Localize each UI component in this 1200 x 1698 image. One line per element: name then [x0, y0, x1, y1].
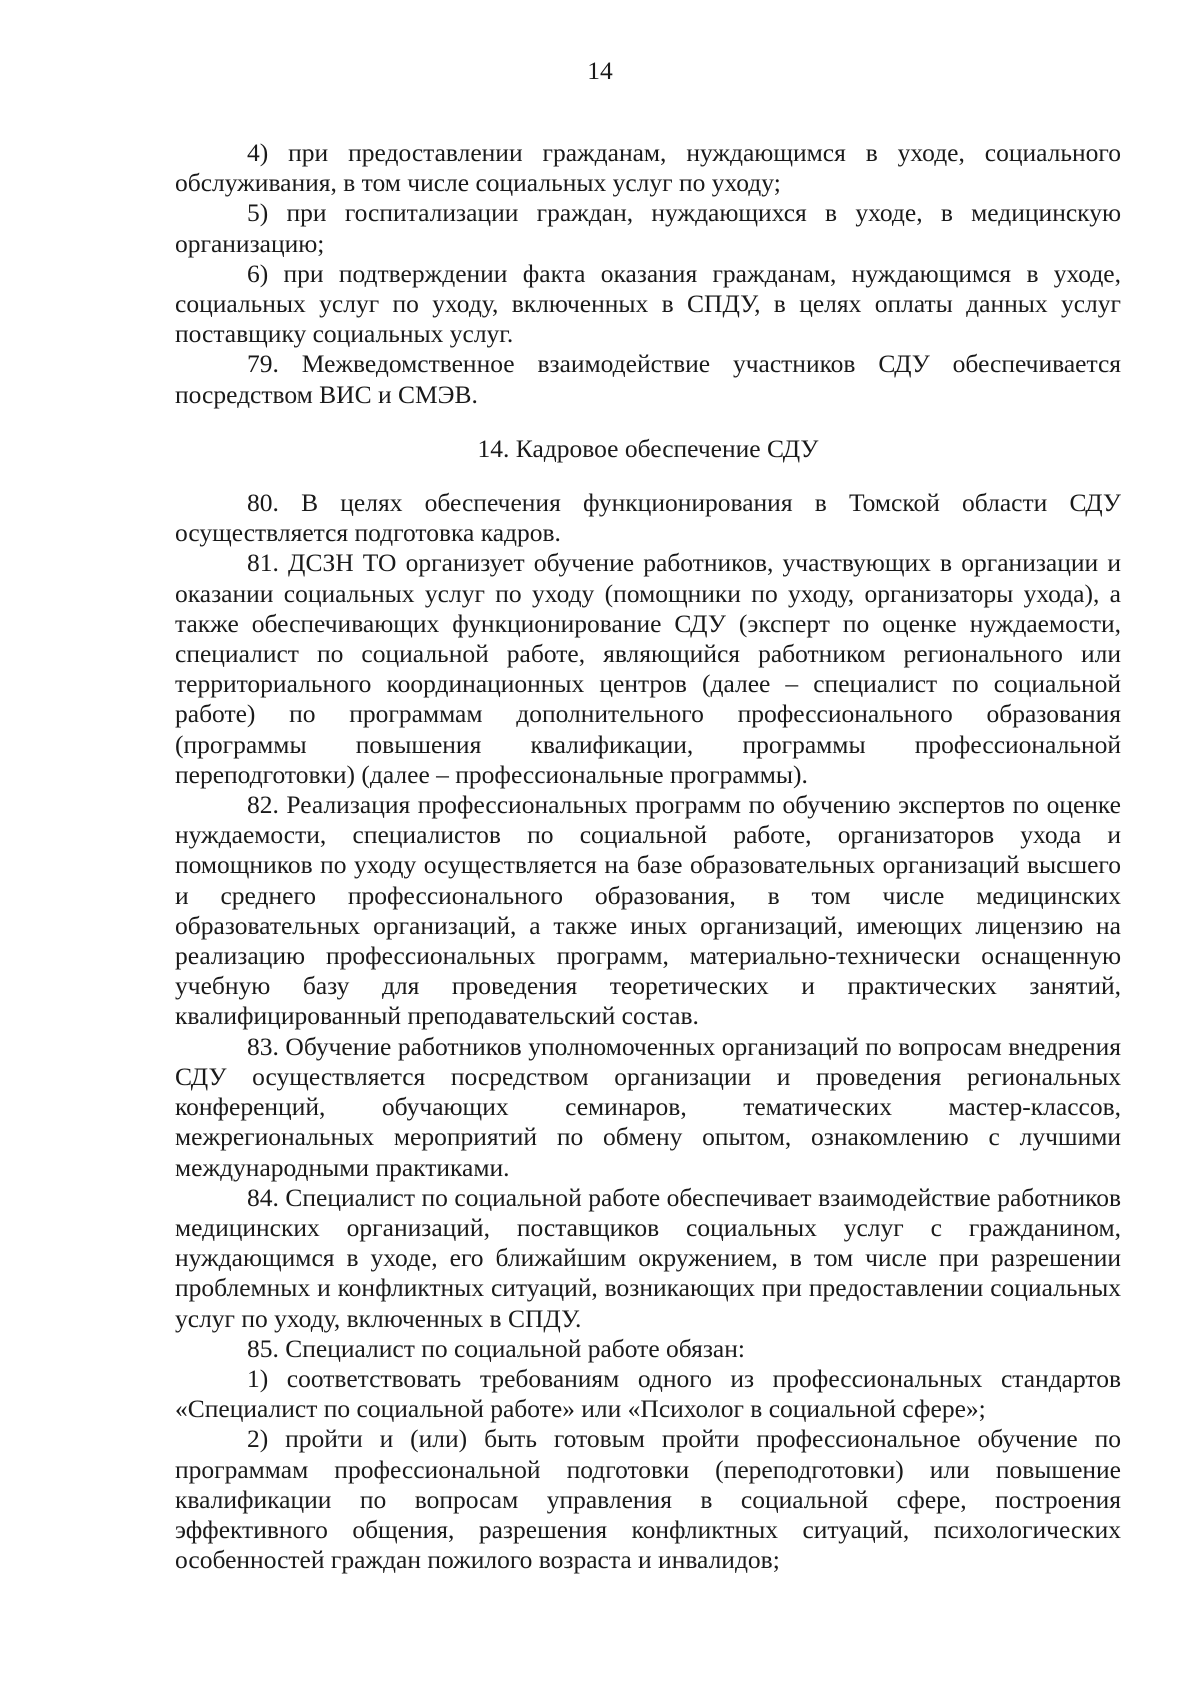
paragraph-85-item-2: 2) пройти и (или) быть готовым пройти профессиональное обучение по программам профессиональной подготовки (переподготовки) или повышение квалификации по вопросам управления в социальной сфере, построения эффективного общения, разрешения конфликтных ситуаций, психологических особенностей граждан пожилого возраста и инвалидов;: [175, 1424, 1121, 1575]
section-heading: 14. Кадровое обеспечение СДУ: [477, 433, 819, 463]
paragraph-79: 79. Межведомственное взаимодействие участников СДУ обеспечивается посредством ВИС и СМЭВ.: [175, 349, 1121, 409]
paragraph-82: 82. Реализация профессиональных программ по обучению экспертов по оценке нуждаемости, специалистов по социальной работе, организаторов ухода и помощников по уходу осуществляется на базе образовательных организаций высшего и среднего профессионального образования, в том числе медицинских образовательных организаций, а также иных организаций, имеющих лицензию на реализацию профессиональных программ, материально-технически оснащенную учебную базу для проведения теоретических и практических занятий, квалифицированный преподавательский состав.: [175, 790, 1121, 1031]
paragraph-item-6: 6) при подтверждении факта оказания гражданам, нуждающимся в уходе, социальных услуг по уходу, включенных в СПДУ, в целях оплаты данных услуг поставщику социальных услуг.: [175, 258, 1121, 349]
paragraph-80: 80. В целях обеспечения функционирования в Томской области СДУ осуществляется подготовка кадров.: [175, 488, 1121, 548]
paragraph-85: 85. Специалист по социальной работе обязан:: [247, 1333, 745, 1363]
paragraph-81: 81. ДСЗН ТО организует обучение работников, участвующих в организации и оказании социальных услуг по уходу (помощники по уходу, организаторы ухода), а также обеспечивающих функционирование СДУ (эксперт по оценке нуждаемости, специалист по социальной работе, являющийся работником регионального или территориального координационных центров (далее – специалист по социальной работе) по программам дополнительного профессионального образования (программы повышения квалификации, программы профессиональной переподготовки) (далее – профессиональные программы).: [175, 548, 1121, 789]
paragraph-83: 83. Обучение работников уполномоченных организаций по вопросам внедрения СДУ осуществляется посредством организации и проведения региональных конференций, обучающих семинаров, тематических мастер-классов, межрегиональных мероприятий по обмену опытом, ознакомлению с лучшими международными практиками.: [175, 1031, 1121, 1182]
paragraph-85-item-1: 1) соответствовать требованиям одного из профессиональных стандартов «Специалист по социальной работе» или «Психолог в социальной сфере»;: [175, 1363, 1121, 1424]
paragraph-item-4: 4) при предоставлении гражданам, нуждающимся в уходе, социального обслуживания, в том числе социальных услуг по уходу;: [175, 138, 1121, 198]
paragraph-84: 84. Специалист по социальной работе обеспечивает взаимодействие работников медицинских организаций, поставщиков социальных услуг с гражданином, нуждающимся в уходе, его ближайшим окружением, в том числе при разрешении проблемных и конфликтных ситуаций, возникающих при предоставлении социальных услуг по уходу, включенных в СПДУ.: [175, 1182, 1121, 1333]
paragraph-item-5: 5) при госпитализации граждан, нуждающихся в уходе, в медицинскую организацию;: [175, 198, 1121, 258]
page-number: 14: [587, 56, 613, 85]
document-body: [175, 138, 1121, 1575]
